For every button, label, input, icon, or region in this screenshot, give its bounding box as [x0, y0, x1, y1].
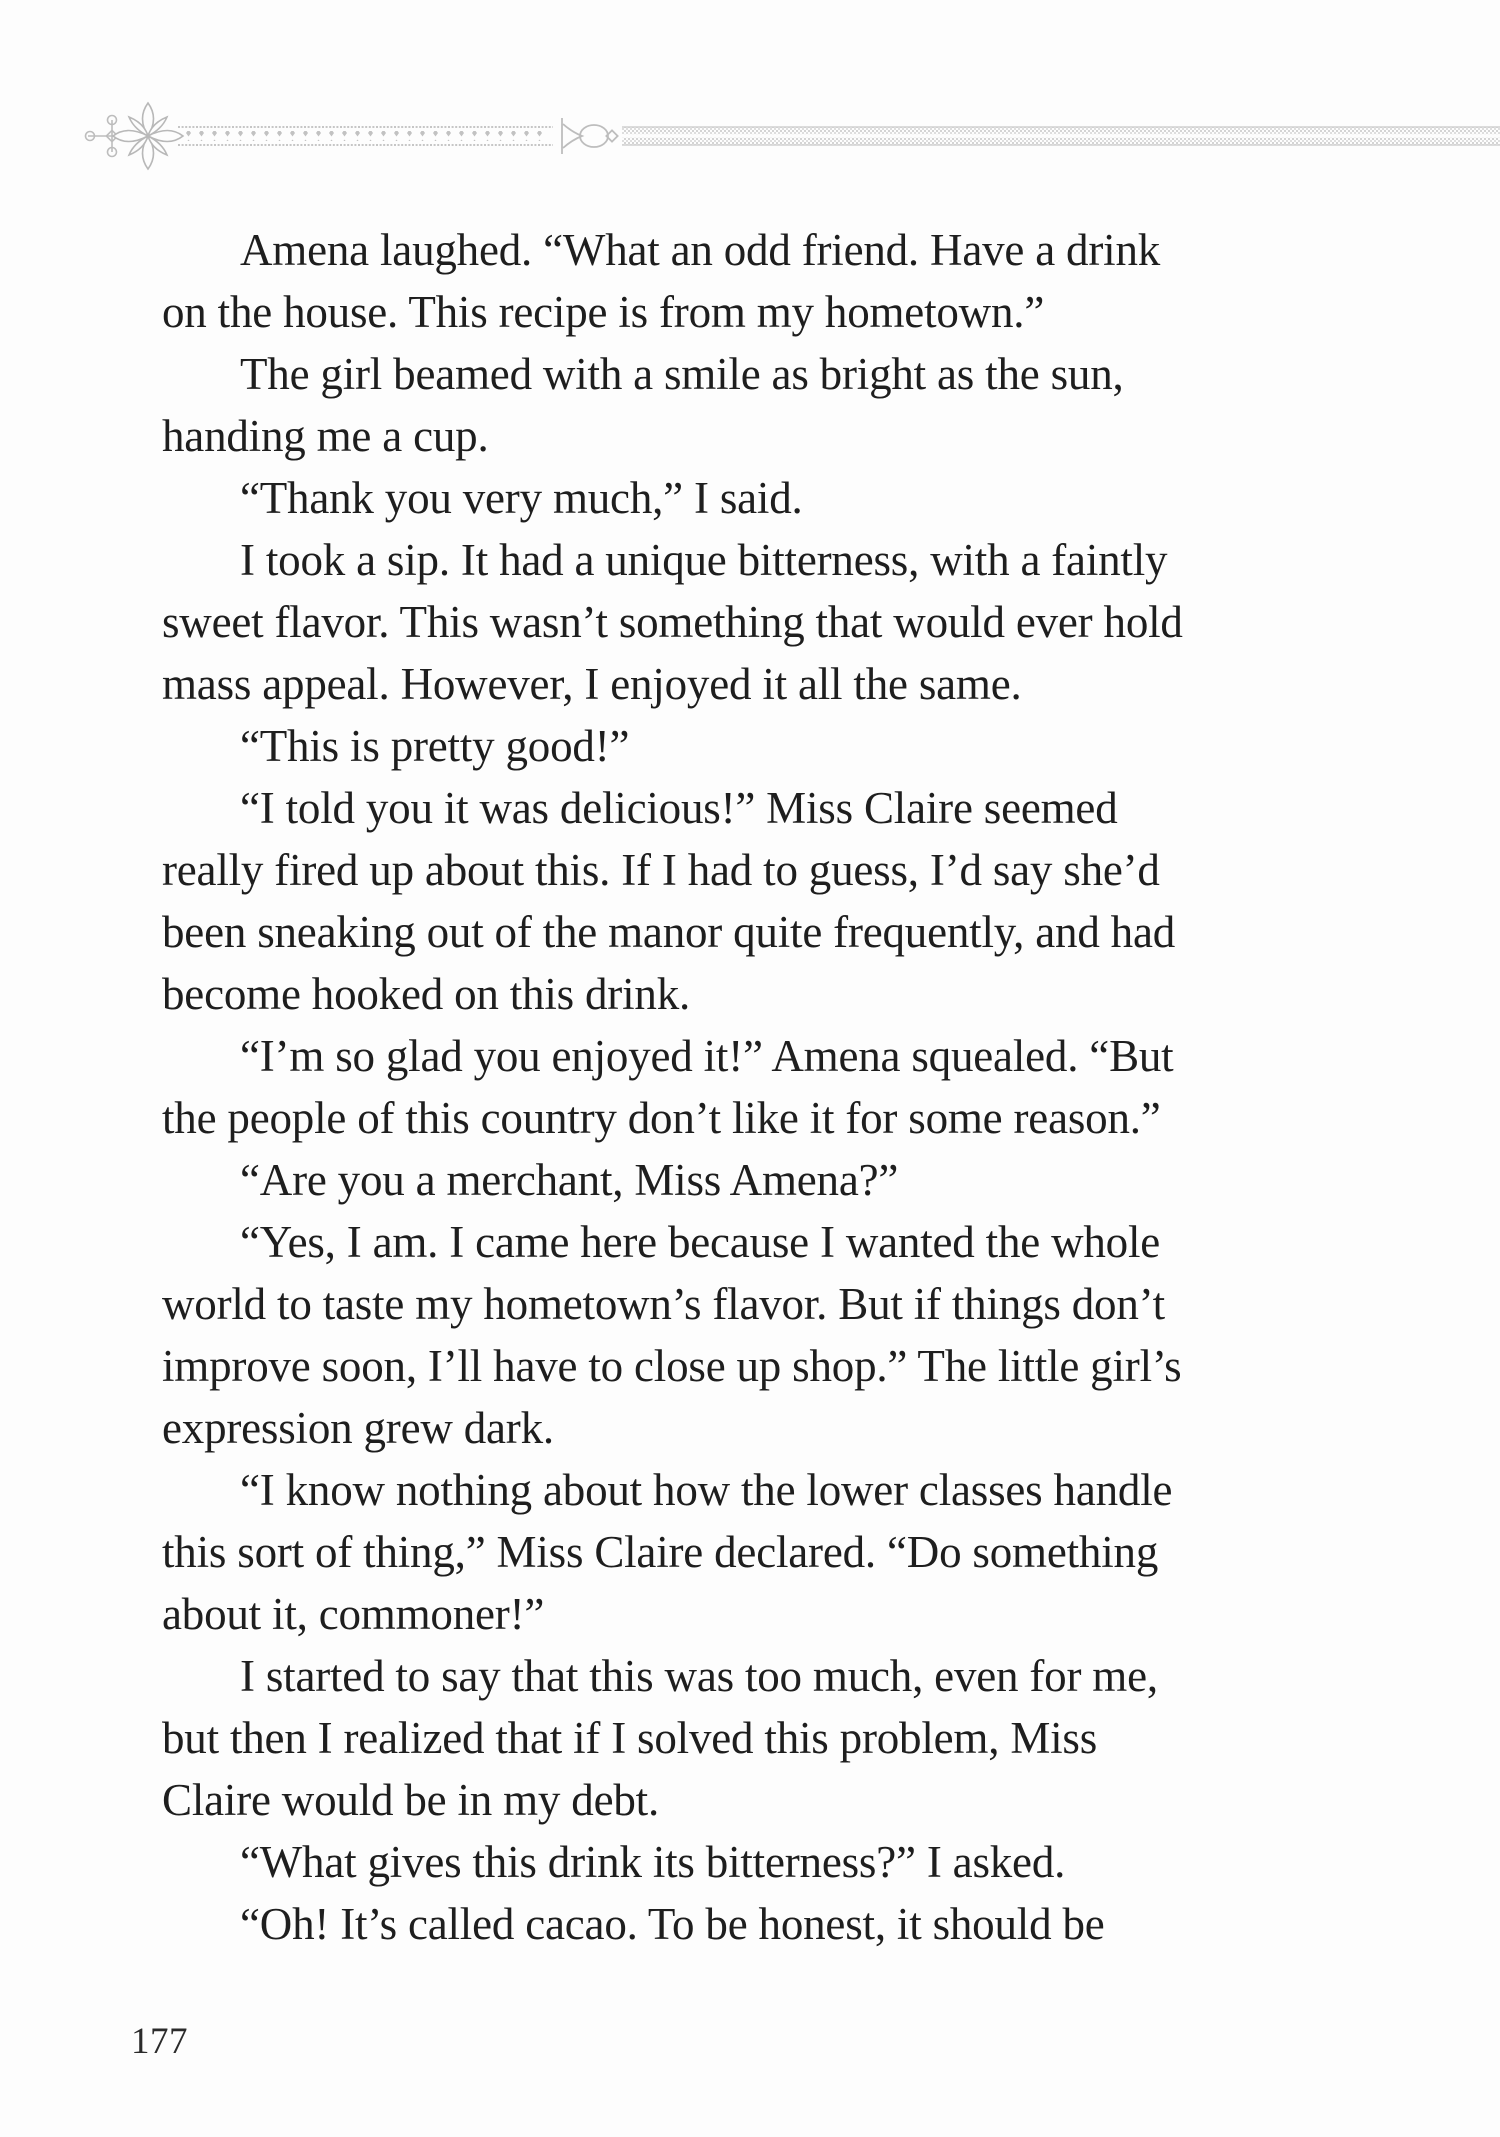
- body-text: [162, 219, 1382, 1955]
- ornament-arrow-icon: [562, 118, 618, 154]
- text-line: “This is pretty good!”: [240, 721, 630, 771]
- floral-divider-ornament: [0, 98, 1500, 174]
- text-line: handing me a cup.: [162, 411, 489, 461]
- text-line: been sneaking out of the manor quite frequently, and had: [162, 907, 1176, 957]
- text-line: the people of this country don’t like it for some reason.”: [162, 1093, 1161, 1143]
- text-line: The girl beamed with a smile as bright as the sun,: [240, 349, 1124, 399]
- text-line: “What gives this drink its bitterness?” I asked.: [240, 1837, 1066, 1887]
- text-line: Amena laughed. “What an odd friend. Have a drink: [240, 225, 1161, 275]
- text-line: expression grew dark.: [162, 1403, 554, 1453]
- text-line: I started to say that this was too much, even for me,: [240, 1651, 1158, 1701]
- text-line: “Are you a merchant, Miss Amena?”: [240, 1155, 899, 1205]
- text-line: mass appeal. However, I enjoyed it all the same.: [162, 659, 1022, 709]
- text-line: world to taste my hometown’s flavor. But if things don’t: [162, 1279, 1165, 1329]
- text-line: become hooked on this drink.: [162, 969, 691, 1019]
- text-line: on the house. This recipe is from my hometown.”: [162, 287, 1045, 337]
- text-line: “Oh! It’s called cacao. To be honest, it should be: [240, 1899, 1105, 1949]
- text-line: improve soon, I’ll have to close up shop.” The little girl’s: [162, 1341, 1182, 1391]
- text-line: “I told you it was delicious!” Miss Claire seemed: [240, 783, 1118, 833]
- ornament-dotted-band: [178, 127, 553, 145]
- text-line: Claire would be in my debt.: [162, 1775, 660, 1825]
- text-line: “Thank you very much,” I said.: [240, 473, 803, 523]
- text-line: “Yes, I am. I came here because I wanted the whole: [240, 1217, 1161, 1267]
- text-line: sweet flavor. This wasn’t something that would ever hold: [162, 597, 1183, 647]
- text-line: about it, commoner!”: [162, 1589, 545, 1639]
- text-line: this sort of thing,” Miss Claire declared. “Do something: [162, 1527, 1159, 1577]
- ornament-striped-band: [622, 127, 1500, 145]
- text-line: “I’m so glad you enjoyed it!” Amena squealed. “But: [240, 1031, 1174, 1081]
- page-number: 177: [131, 2021, 188, 2062]
- text-line: really fired up about this. If I had to guess, I’d say she’d: [162, 845, 1160, 895]
- ornament-flower-icon: [113, 103, 183, 169]
- text-line: but then I realized that if I solved this problem, Miss: [162, 1713, 1098, 1763]
- text-line: “I know nothing about how the lower classes handle: [240, 1465, 1173, 1515]
- text-line: I took a sip. It had a unique bitterness, with a faintly: [240, 535, 1168, 585]
